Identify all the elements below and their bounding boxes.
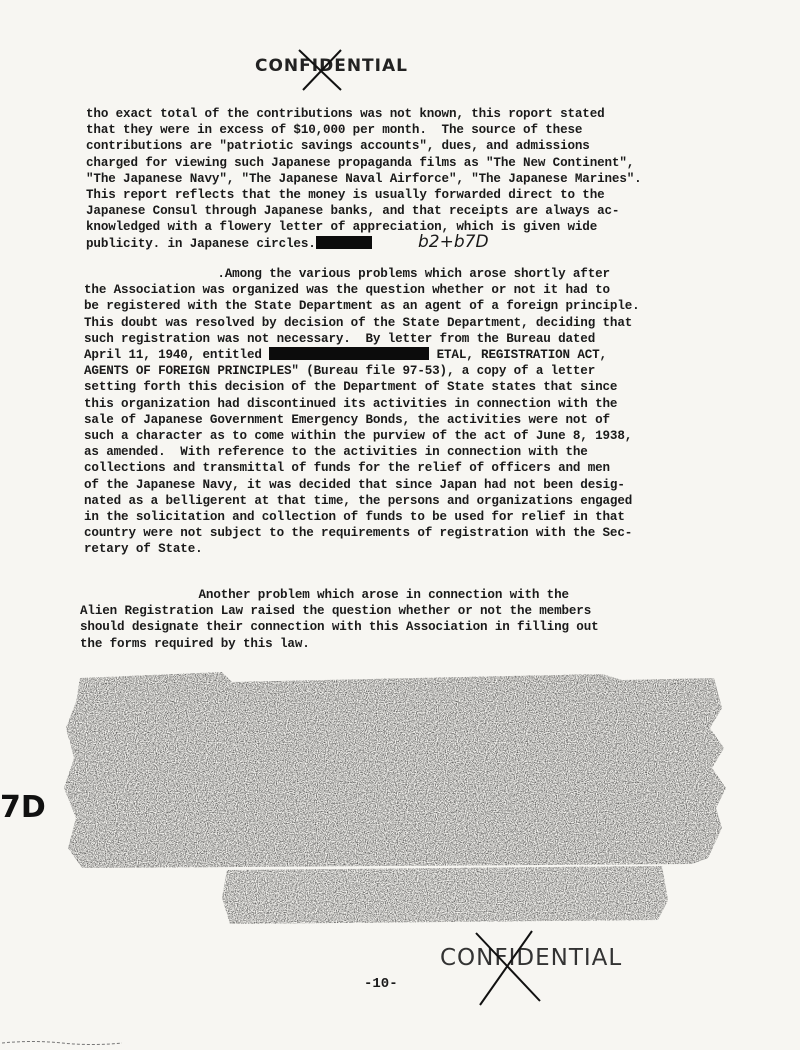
stamp-top-text: CONFIDENTIAL bbox=[255, 56, 408, 76]
strike-x-icon bbox=[255, 56, 405, 96]
text-line: of the Japanese Navy, it was decided that since Japan had not been desig- bbox=[84, 477, 625, 492]
text-line: This report reflects that the money is usually forwarded direct to the bbox=[86, 188, 605, 203]
text-line: sale of Japanese Government Emergency Bonds, the activities were not of bbox=[84, 412, 610, 427]
text-line: as amended. With reference to the activities in connection with the bbox=[84, 445, 588, 460]
text-line: setting forth this decision of the Department of State states that since bbox=[84, 380, 618, 395]
text-line: contributions are "patriotic savings accounts", dues, and admissions bbox=[86, 139, 590, 154]
text-line: publicity. in Japanese circles. bbox=[86, 236, 316, 251]
paragraph-contributions bbox=[86, 106, 726, 252]
redacted-block bbox=[62, 668, 730, 928]
handwritten-exemption-note: b2+b7D bbox=[418, 232, 489, 252]
margin-mark: 7D bbox=[0, 790, 46, 825]
stamp-bottom-text: CONFIDENTIAL bbox=[440, 945, 623, 971]
text-line: Japanese Consul through Japanese banks, and that receipts are always ac- bbox=[86, 204, 620, 219]
text-line: This doubt was resolved by decision of the State Department, deciding that bbox=[84, 315, 633, 330]
text-line: should designate their connection with this Association in filling out bbox=[80, 620, 599, 635]
text-line: retary of State. bbox=[84, 542, 203, 557]
text-line: ETAL, REGISTRATION ACT, bbox=[429, 348, 607, 363]
text-line: .Among the various problems which arose shortly after bbox=[217, 267, 610, 281]
text-line: knowledged with a flowery letter of appreciation, which is given wide bbox=[86, 220, 598, 235]
paragraph-alien-registration bbox=[80, 587, 720, 652]
text-line: the Association was organized was the question whether or not it had to bbox=[84, 283, 610, 298]
paragraph-registration bbox=[84, 266, 724, 558]
page-number: -10- bbox=[364, 976, 398, 992]
text-line: April 11, 1940, entitled bbox=[84, 348, 270, 363]
text-line: this organization had discontinued its activities in connection with the bbox=[84, 396, 618, 411]
text-line: Another problem which arose in connection with the bbox=[80, 588, 569, 602]
redaction-bar bbox=[269, 347, 429, 360]
text-line: that they were in excess of $10,000 per month. The source of these bbox=[86, 123, 583, 138]
text-line: such a character as to come within the purview of the act of June 8, 1938, bbox=[84, 429, 633, 444]
footer-mark bbox=[2, 1040, 122, 1046]
text-line: charged for viewing such Japanese propaganda films as "The New Continent", bbox=[86, 155, 635, 170]
text-line: collections and transmittal of funds for the relief of officers and men bbox=[84, 461, 610, 476]
redaction-bar bbox=[316, 236, 372, 249]
text-line: country were not subject to the requirements of registration with the Sec- bbox=[84, 526, 633, 541]
text-line: Alien Registration Law raised the question whether or not the members bbox=[80, 604, 592, 619]
text-line: be registered with the State Department as an agent of a foreign principle. bbox=[84, 299, 640, 314]
confidential-stamp-top bbox=[255, 56, 408, 76]
text-line: in the solicitation and collection of funds to be used for relief in that bbox=[84, 510, 625, 525]
text-line: such registration was not necessary. By letter from the Bureau dated bbox=[84, 331, 596, 346]
text-line: tho exact total of the contributions was not known, this roport stated bbox=[86, 107, 605, 121]
text-line: AGENTS OF FOREIGN PRINCIPLES" (Bureau file 97-53), a copy of a letter bbox=[84, 364, 596, 379]
text-line: the forms required by this law. bbox=[80, 636, 310, 651]
text-line: "The Japanese Navy", "The Japanese Naval Airforce", "The Japanese Marines". bbox=[86, 171, 642, 186]
text-line: nated as a belligerent at that time, the persons and organizations engaged bbox=[84, 493, 633, 508]
strike-x-icon bbox=[440, 945, 640, 1015]
confidential-stamp-bottom bbox=[440, 945, 622, 971]
